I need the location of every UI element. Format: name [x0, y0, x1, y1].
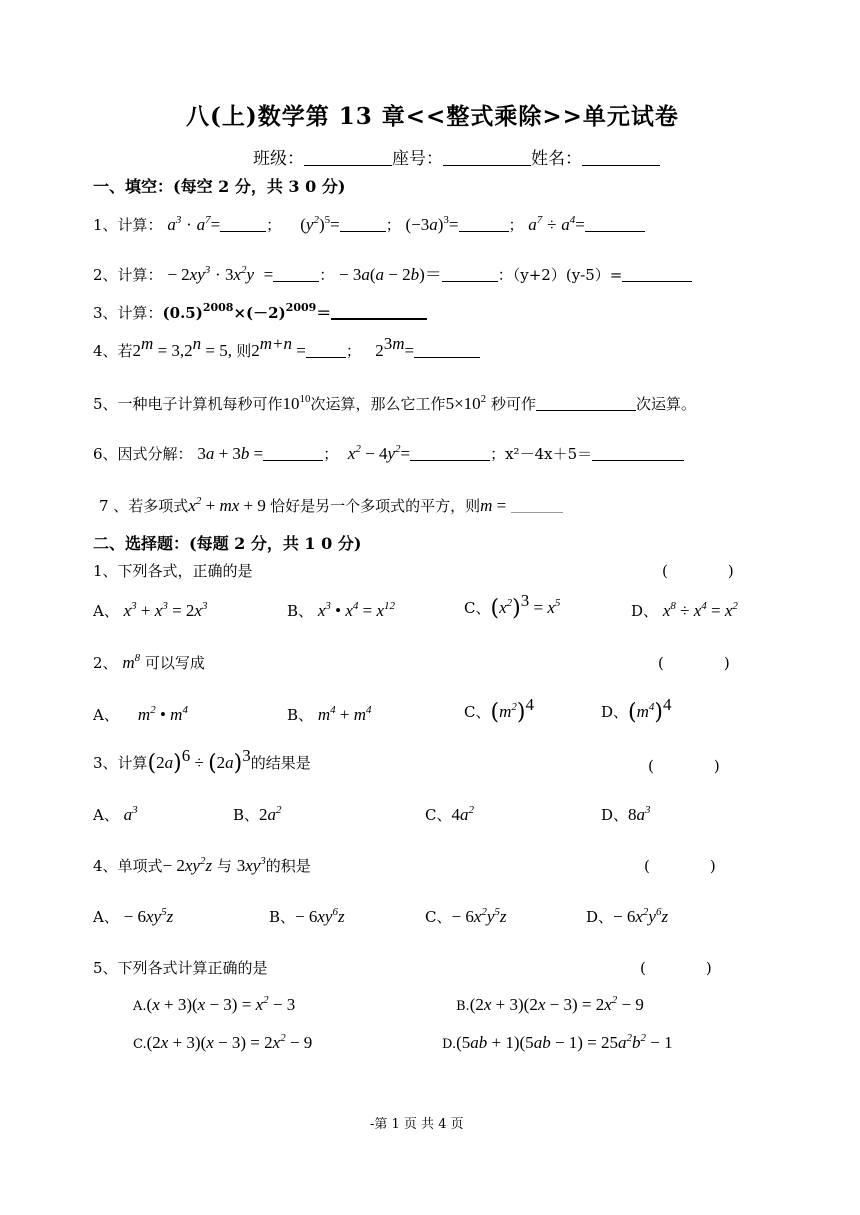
answer-blank[interactable]: [585, 215, 645, 232]
option-c[interactable]: $C.(2x + 3)(x - 3) = 2x^2 - 9$: [133, 1032, 313, 1052]
question-2-3-stem: 3、计算$(2a)^6 \div (2a)^3$的结果是: [93, 746, 311, 776]
question-1-5: 5、一种电子计算机每秒可作$10^{10}$次运算，那么它工作$5\times 10^2$ 秒可作 次运算。: [93, 393, 696, 413]
option-a[interactable]: A、 $m^2$ • $m^4$: [93, 704, 188, 724]
student-info-line: [253, 148, 660, 170]
option-b[interactable]: B、 $x^3$ • $x^4 = x^{12}$: [287, 600, 395, 620]
question-2-2-stem: 2、 $m^8$ 可以写成: [93, 652, 205, 672]
option-c[interactable]: C、$(x^2)^3 = x^5$: [464, 591, 561, 621]
page-footer: -第 1 页 共 4 页: [370, 1117, 464, 1132]
option-b[interactable]: B、− $6xy^6z$: [269, 906, 345, 926]
option-d[interactable]: D、$8a^3$: [601, 804, 651, 824]
option-d[interactable]: $D.(5ab + 1)(5ab - 1) = 25a^2b^2 - 1$: [442, 1032, 673, 1052]
answer-blank[interactable]: [622, 265, 692, 282]
question-1-3: 3、计算：$(0.5)^{2008}\times(-2)^{2009}=$: [93, 302, 427, 324]
section2-heading: 二、选择题：(每题 2 分，共 1 0 分): [93, 534, 362, 553]
question-1-4: 4、若$2^m = 3,2^n = 5$, 则$2^{m+n}$ = ； $2^{3m}=$: [93, 340, 480, 362]
name-field[interactable]: [582, 149, 660, 166]
answer-blank[interactable]: [410, 444, 490, 461]
question-1-1: 1、计算： $a^3 \cdot a^7=$ ； $(y^2)^5=$ ； $(-3a)^3=$ ； $a^7 \div a^4=$: [93, 214, 645, 236]
answer-blank[interactable]: [331, 302, 427, 320]
option-a[interactable]: A、 − $6xy^5z$: [93, 906, 174, 926]
option-c[interactable]: C、$(m^2)^4$: [464, 695, 534, 725]
answer-paren[interactable]: ( ): [662, 562, 734, 580]
answer-blank[interactable]: [340, 215, 386, 232]
answer-blank[interactable]: [263, 444, 323, 461]
answer-paren[interactable]: ( ): [640, 959, 712, 977]
question-1-2: 2、计算： − $2xy^3 \cdot 3x^2y$ = ： − 3a(a − 2b)＝ ：（y+2）(y-5）=: [93, 264, 692, 286]
question-1-6: 6、因式分解： 3a + 3b = ； $x^2 - 4y^2=$ ；x²－4x＋5＝: [93, 443, 684, 465]
answer-paren[interactable]: ( ): [644, 857, 716, 875]
seat-label: 座号：: [392, 149, 443, 169]
answer-blank[interactable]: [306, 341, 346, 358]
answer-blank[interactable]: [220, 215, 266, 232]
option-b[interactable]: B、$2a^2$: [233, 804, 282, 824]
answer-paren[interactable]: ( ): [658, 654, 730, 672]
class-field[interactable]: [304, 149, 392, 166]
option-d[interactable]: D、 $x^8 \div x^4 = x^2$: [631, 600, 738, 620]
option-d[interactable]: D、$(m^4)^4$: [601, 695, 672, 725]
answer-blank[interactable]: [536, 394, 636, 411]
option-b[interactable]: B、 $m^4 + m^4$: [287, 704, 372, 724]
question-2-5-stem: 5、下列各式计算正确的是: [93, 959, 268, 977]
option-c[interactable]: C、$4a^2$: [425, 804, 474, 824]
class-label: 班级：: [253, 149, 304, 169]
option-a[interactable]: A、 $a^3$: [93, 804, 138, 824]
option-a[interactable]: $A.(x + 3)(x - 3) = x^2 - 3$: [133, 994, 296, 1014]
answer-blank[interactable]: [273, 265, 319, 282]
answer-blank[interactable]: [592, 444, 684, 461]
name-label: 姓名：: [531, 149, 582, 169]
answer-blank[interactable]: [442, 265, 498, 282]
answer-blank[interactable]: [414, 341, 480, 358]
section1-heading: 一、填空：(每空 2 分，共 3 0 分): [93, 177, 346, 196]
question-2-4-stem: 4、单项式− $2xy^2z$ 与 $3xy^3$的积是: [93, 855, 311, 875]
page-title: 八(上)数学第 13 章<<整式乘除>>单元试卷: [186, 103, 679, 130]
option-a[interactable]: A、 $x^3 + x^3 = 2x^3$: [93, 600, 208, 620]
option-b[interactable]: $B.(2x + 3)(2x - 3) = 2x^2 - 9$: [456, 994, 644, 1014]
answer-paren[interactable]: ( ): [648, 757, 720, 775]
answer-blank[interactable]: [511, 496, 563, 513]
question-2-1-stem: 1、下列各式，正确的是: [93, 562, 253, 580]
option-d[interactable]: D、− $6x^2y^6z$: [586, 906, 669, 926]
option-c[interactable]: C、− $6x^2y^5z$: [425, 906, 507, 926]
question-1-7: 7 、若多项式$x^2$ + mx + 9 恰好是另一个多项式的平方，则m =: [99, 495, 563, 517]
seat-field[interactable]: [443, 149, 531, 166]
answer-blank[interactable]: [459, 215, 509, 232]
